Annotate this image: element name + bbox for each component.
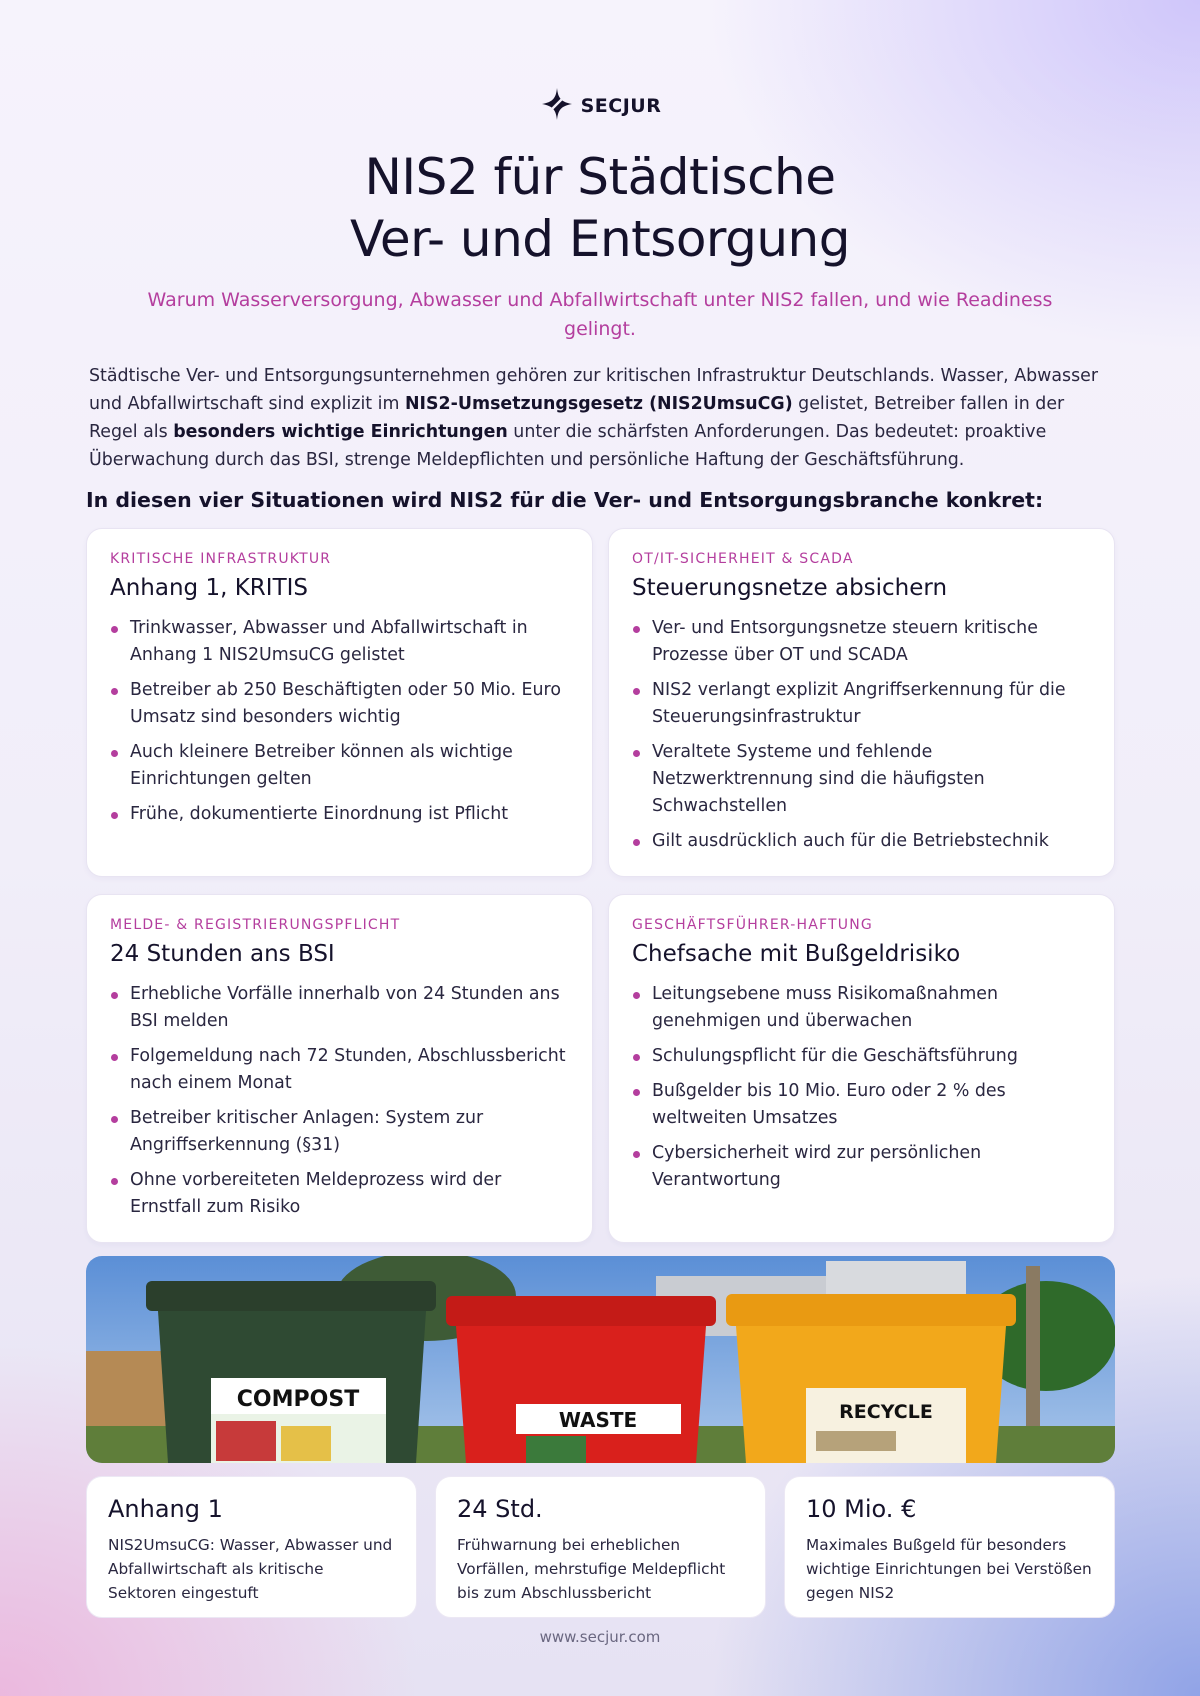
list-item: Veraltete Systeme und fehlende Netzwerktrennung sind die häufigsten Schwachstellen	[632, 739, 1092, 820]
list-item: Gilt ausdrücklich auch für die Betriebstechnik	[632, 828, 1092, 855]
bin-label-waste: WASTE	[558, 1408, 638, 1432]
section-heading: In diesen vier Situationen wird NIS2 für die Ver- und Entsorgungsbranche konkret:	[86, 488, 1044, 512]
card-bullet-list	[110, 981, 570, 1221]
card-kicker: KRITISCHE INFRASTRUKTUR	[110, 551, 332, 567]
card-title: Chefsache mit Bußgeldrisiko	[632, 941, 961, 967]
title-line-2: Ver- und Entsorgung	[350, 210, 850, 268]
stat-description: Frühwarnung bei erheblichen Vorfällen, mehrstufige Meldepflicht bis zum Abschlussbericht	[457, 1536, 726, 1602]
stat-value: 10 Mio. €	[806, 1495, 917, 1523]
page-subtitle: Warum Wasserversorgung, Abwasser und Abfallwirtschaft unter NIS2 fallen, und wie Readiness gelingt.	[147, 289, 1053, 340]
footer-website-link[interactable]: www.secjur.com	[539, 1628, 661, 1646]
waste-bin	[446, 1296, 716, 1463]
stat-description: Maximales Bußgeld für besonders wichtige Einrichtungen bei Verstößen gegen NIS2	[806, 1536, 1092, 1602]
card-title: 24 Stunden ans BSI	[110, 941, 335, 967]
brand-logo[interactable]	[0, 86, 1200, 126]
intro-bold-law: NIS2-Umsetzungsgesetz (NIS2UmsuCG)	[404, 394, 793, 414]
card-kicker: OT/IT-SICHERHEIT & SCADA	[632, 551, 854, 567]
intro-text-3: unter die schärfsten Anforderungen. Das bedeutet: proaktive Überwachung durch das BSI, strenge Meldepflichten und persönliche Haftung der Geschäftsführung.	[89, 422, 1047, 470]
bin-label-compost: COMPOST	[236, 1387, 360, 1412]
list-item: Erhebliche Vorfälle innerhalb von 24 Stunden ans BSI melden	[110, 981, 570, 1035]
brand-name: SECJUR	[580, 95, 662, 117]
list-item: Leitungsebene muss Risikomaßnahmen genehmigen und überwachen	[632, 981, 1092, 1035]
list-item: Ver- und Entsorgungsnetze steuern kritische Prozesse über OT und SCADA	[632, 615, 1092, 669]
stat-card-anhang	[86, 1476, 417, 1618]
compost-bin	[146, 1281, 436, 1463]
intro-bold-category: besonders wichtige Einrichtungen	[173, 422, 508, 442]
waste-bins-photo	[86, 1256, 1115, 1463]
card-bullet-list	[632, 981, 1092, 1194]
stat-card-bussgeld	[784, 1476, 1115, 1618]
card-kicker: MELDE- & REGISTRIERUNGSPFLICHT	[110, 917, 401, 933]
list-item: Folgemeldung nach 72 Stunden, Abschlussbericht nach einem Monat	[110, 1043, 570, 1097]
bin-label-recycle: RECYCLE	[839, 1401, 933, 1423]
title-line-1: NIS2 für Städtische	[364, 148, 836, 206]
list-item: Frühe, dokumentierte Einordnung ist Pflicht	[110, 801, 570, 828]
list-item: Ohne vorbereiteten Meldeprozess wird der Ernstfall zum Risiko	[110, 1167, 570, 1221]
list-item: Betreiber ab 250 Beschäftigten oder 50 Mio. Euro Umsatz sind besonders wichtig	[110, 677, 570, 731]
intro-paragraph	[89, 362, 1113, 474]
recycle-bin	[726, 1294, 1016, 1463]
card-haftung	[608, 894, 1115, 1243]
card-kritis	[86, 528, 593, 877]
card-kicker: GESCHÄFTSFÜHRER-HAFTUNG	[632, 917, 873, 933]
card-bullet-list	[110, 615, 570, 828]
list-item: Betreiber kritischer Anlagen: System zur Angriffserkennung (§31)	[110, 1105, 570, 1159]
secjur-star-icon	[539, 86, 575, 126]
card-ot-scada	[608, 528, 1115, 877]
card-title: Steuerungsnetze absichern	[632, 575, 948, 601]
card-title: Anhang 1, KRITIS	[110, 575, 309, 601]
card-meldepflicht	[86, 894, 593, 1243]
stat-value: Anhang 1	[108, 1495, 223, 1523]
intro-text-1: Städtische Ver- und Entsorgungsunternehmen gehören zur kritischen Infrastruktur Deutschlands. Wasser, Abwasser und Abfallwirtschaft sind explizit im	[89, 366, 1099, 414]
list-item: NIS2 verlangt explizit Angriffserkennung für die Steuerungsinfrastruktur	[632, 677, 1092, 731]
intro-text-2: gelistet, Betreiber fallen in der Regel als	[89, 394, 1065, 442]
stat-value: 24 Std.	[457, 1495, 543, 1523]
card-bullet-list	[632, 615, 1092, 855]
list-item: Schulungspflicht für die Geschäftsführung	[632, 1043, 1092, 1070]
list-item: Trinkwasser, Abwasser und Abfallwirtschaft in Anhang 1 NIS2UmsuCG gelistet	[110, 615, 570, 669]
list-item: Bußgelder bis 10 Mio. Euro oder 2 % des weltweiten Umsatzes	[632, 1078, 1092, 1132]
list-item: Cybersicherheit wird zur persönlichen Verantwortung	[632, 1140, 1092, 1194]
stat-card-24h	[435, 1476, 766, 1618]
list-item: Auch kleinere Betreiber können als wichtige Einrichtungen gelten	[110, 739, 570, 793]
page-title	[0, 146, 1200, 270]
stat-description: NIS2UmsuCG: Wasser, Abwasser und Abfallwirtschaft als kritische Sektoren eingestuft	[108, 1536, 393, 1602]
